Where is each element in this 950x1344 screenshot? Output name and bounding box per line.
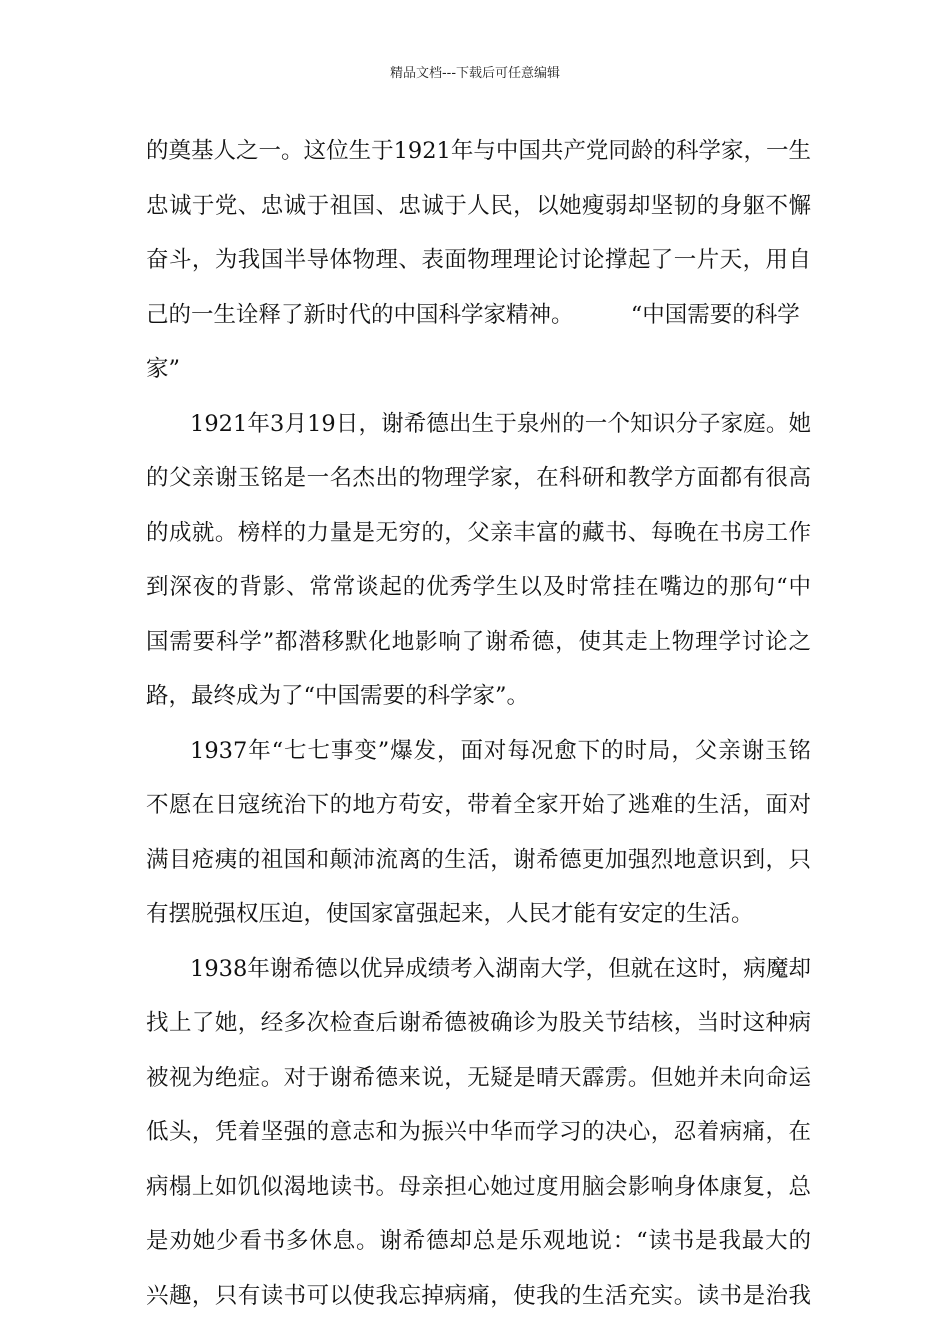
text-line: 不愿在日寇统治下的地方苟安，带着全家开始了逃难的生活，面对 [146,792,811,818]
text-line: 兴趣，只有读书可以使我忘掉病痛，使我的生活充实。读书是治我 [146,1282,811,1309]
text-line: 国需要科学”都潜移默化地影响了谢希德，使其走上物理学讨论之 [146,628,811,655]
text-line: 1921年3月19日，谢希德出生于泉州的一个知识分子家庭。她 [190,410,811,437]
text-line: 满目疮痍的祖国和颠沛流离的生活，谢希德更加强烈地意识到，只 [146,846,811,873]
text-line: 路，最终成为了“中国需要的科学家”。 [146,683,530,709]
text-line: 家” [146,356,181,382]
text-line: 到深夜的背影、常常谈起的优秀学生以及时常挂在嘴边的那句“中 [146,574,811,600]
text-line: 低头，凭着坚强的意志和为振兴中华而学习的决心，忍着病痛，在 [146,1119,811,1145]
text-line: 的成就。榜样的力量是无穷的，父亲丰富的藏书、每晚在书房工作 [146,519,811,546]
text-line: 1938年谢希德以优异成绩考入湖南大学，但就在这时，病魔却 [190,955,811,982]
text-line: 有摆脱强权压迫，使国家富强起来，人民才能有安定的生活。 [146,901,754,927]
text-line: 奋斗，为我国半导体物理、表面物理理论讨论撑起了一片天，用自 [146,247,811,273]
document-body [146,124,811,1323]
text-line: 的奠基人之一。这位生于1921年与中国共产党同龄的科学家，一生 [146,138,811,164]
text-line: 病榻上如饥似渴地读书。母亲担心她过度用脑会影响身体康复，总 [146,1173,811,1200]
text-line: 1937年“七七事变”爆发，面对每况愈下的时局，父亲谢玉铭 [190,737,811,764]
text-line: 是劝她少看书多休息。谢希德却总是乐观地说：“读书是我最大的 [146,1228,811,1254]
text-line: 的父亲谢玉铭是一名杰出的物理学家，在科研和教学方面都有很高 [146,465,811,491]
text-line: 己的一生诠释了新时代的中国科学家精神。 “中国需要的科学 [146,301,800,328]
text-line: 被视为绝症。对于谢希德来说，无疑是晴天霹雳。但她并未向命运 [146,1064,811,1091]
text-line: 找上了她，经多次检查后谢希德被确诊为股关节结核，当时这种病 [146,1010,811,1036]
page-header: 精品文档---下载后可任意编辑 [389,66,561,81]
text-line: 忠诚于党、忠诚于祖国、忠诚于人民，以她瘦弱却坚韧的身躯不懈 [146,192,811,219]
